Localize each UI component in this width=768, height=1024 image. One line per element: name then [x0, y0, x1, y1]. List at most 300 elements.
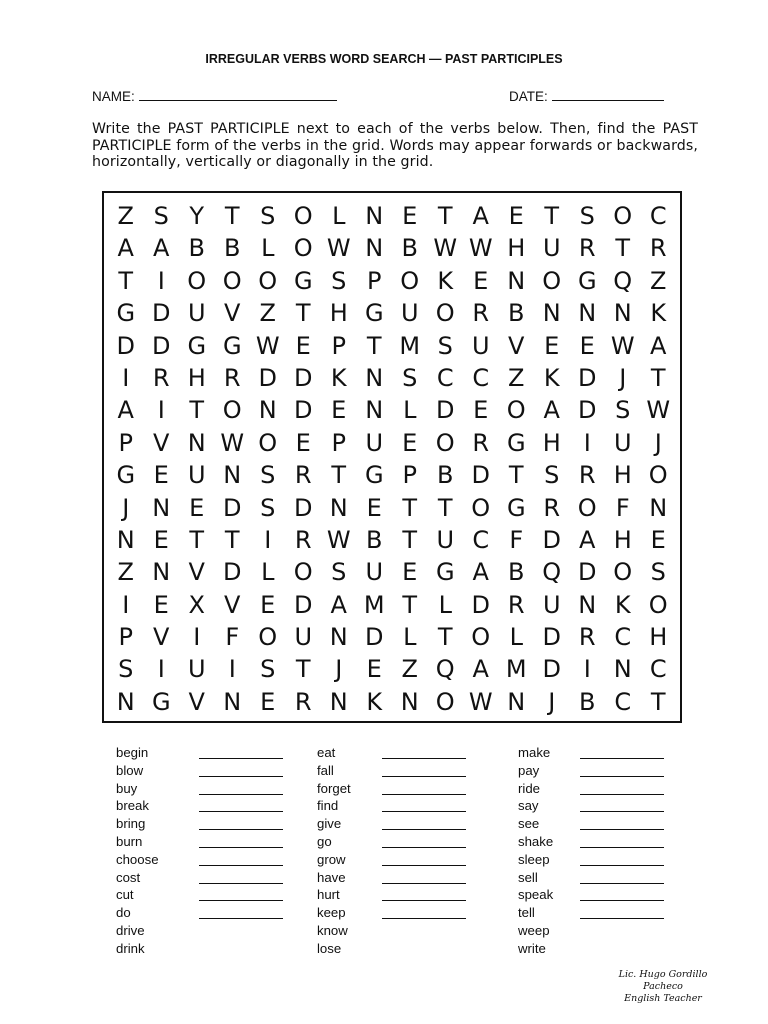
grid-letter[interactable]: R — [507, 590, 525, 619]
grid-letter[interactable]: I — [157, 655, 165, 684]
grid-letter[interactable]: N — [258, 396, 277, 425]
grid-letter[interactable]: R — [543, 493, 561, 522]
grid-letter[interactable]: N — [329, 687, 348, 716]
grid-letter[interactable]: W — [646, 396, 671, 425]
grid-letter[interactable]: O — [542, 266, 562, 295]
grid-letter[interactable]: D — [258, 363, 277, 392]
grid-letter[interactable]: B — [508, 558, 525, 587]
grid-letter[interactable]: G — [116, 299, 136, 328]
grid-letter[interactable]: T — [437, 493, 453, 522]
grid-letter[interactable]: E — [402, 558, 418, 587]
grid-letter[interactable]: N — [365, 202, 384, 230]
grid-letter[interactable]: T — [224, 525, 240, 554]
grid-letter[interactable]: S — [260, 493, 276, 522]
grid-letter[interactable]: H — [329, 299, 348, 328]
grid-letter[interactable]: W — [468, 687, 493, 716]
grid-letter[interactable]: D — [294, 363, 313, 392]
answer-blank[interactable] — [199, 781, 283, 795]
grid-letter[interactable]: B — [188, 234, 205, 263]
grid-letter[interactable]: U — [400, 299, 419, 328]
grid-letter[interactable]: S — [260, 461, 276, 490]
grid-letter[interactable]: J — [122, 493, 130, 522]
grid-letter[interactable]: R — [649, 234, 667, 263]
grid-letter[interactable]: O — [506, 396, 526, 425]
grid-letter[interactable]: O — [222, 396, 242, 425]
grid-letter[interactable]: S — [331, 558, 347, 587]
answer-blank[interactable] — [199, 763, 283, 777]
grid-letter[interactable]: C — [614, 623, 632, 652]
verb-row — [317, 922, 351, 940]
grid-letter[interactable]: V — [188, 687, 205, 716]
answer-blank[interactable] — [580, 905, 664, 919]
grid-letter[interactable]: S — [260, 655, 276, 684]
grid-letter[interactable]: D — [542, 655, 561, 684]
answer-blank[interactable] — [382, 905, 466, 919]
grid-letter[interactable]: Z — [650, 266, 667, 295]
grid-letter[interactable]: J — [548, 687, 556, 716]
grid-letter[interactable]: R — [223, 363, 241, 392]
grid-letter[interactable]: T — [650, 687, 666, 716]
grid-letter[interactable]: U — [365, 428, 384, 457]
grid-letter[interactable]: U — [187, 655, 206, 684]
grid-letter[interactable]: I — [157, 396, 165, 425]
grid-letter[interactable]: D — [578, 396, 597, 425]
grid-letter[interactable]: Z — [117, 202, 134, 230]
grid-letter[interactable]: G — [364, 461, 384, 490]
grid-letter[interactable]: G — [151, 687, 171, 716]
grid-letter[interactable]: N — [400, 687, 419, 716]
grid-letter[interactable]: G — [506, 428, 526, 457]
grid-letter[interactable]: O — [187, 266, 207, 295]
grid-letter[interactable]: T — [366, 331, 382, 360]
grid-letter[interactable]: U — [294, 623, 313, 652]
grid-letter[interactable]: L — [403, 623, 417, 652]
grid-letter[interactable]: E — [473, 396, 489, 425]
grid-letter[interactable]: A — [153, 234, 170, 263]
answer-blank[interactable] — [382, 816, 466, 830]
answer-blank[interactable] — [580, 852, 664, 866]
answer-blank[interactable] — [382, 763, 466, 777]
grid-letter[interactable]: D — [471, 461, 490, 490]
grid-letter[interactable]: Q — [435, 655, 455, 684]
grid-letter[interactable]: R — [294, 687, 312, 716]
grid-letter[interactable]: W — [326, 234, 351, 263]
grid-letter[interactable]: A — [117, 234, 134, 263]
grid-letter[interactable]: U — [613, 428, 632, 457]
grid-letter[interactable]: O — [400, 266, 420, 295]
name-field[interactable] — [92, 88, 337, 104]
grid-letter[interactable]: N — [649, 493, 668, 522]
grid-letter[interactable]: E — [544, 331, 560, 360]
grid-letter[interactable]: O — [471, 493, 491, 522]
grid-letter[interactable]: J — [619, 363, 627, 392]
grid-letter[interactable]: C — [472, 363, 490, 392]
verb-row — [518, 886, 553, 904]
grid-letter[interactable]: O — [258, 428, 278, 457]
grid-letter[interactable]: A — [472, 202, 489, 230]
name-line[interactable] — [139, 88, 337, 101]
grid-letter[interactable]: S — [579, 202, 595, 230]
grid-letter[interactable]: D — [542, 525, 561, 554]
grid-letter[interactable]: G — [116, 461, 136, 490]
grid-letter[interactable]: S — [650, 558, 666, 587]
grid-letter[interactable]: O — [471, 623, 491, 652]
grid-letter[interactable]: A — [650, 331, 667, 360]
grid-letter[interactable]: K — [437, 266, 454, 295]
grid-letter[interactable]: D — [152, 299, 171, 328]
grid-letter[interactable]: J — [654, 428, 662, 457]
answer-blank[interactable] — [199, 887, 283, 901]
grid-letter[interactable]: N — [578, 299, 597, 328]
grid-letter[interactable]: R — [152, 363, 170, 392]
answer-blank[interactable] — [382, 870, 466, 884]
grid-letter[interactable]: N — [152, 493, 171, 522]
answer-blank[interactable] — [580, 798, 664, 812]
grid-letter[interactable]: E — [189, 493, 205, 522]
grid-letter[interactable]: Z — [259, 299, 276, 328]
grid-letter[interactable]: R — [294, 525, 312, 554]
answer-blank[interactable] — [580, 745, 664, 759]
grid-letter[interactable]: T — [402, 525, 418, 554]
grid-letter[interactable]: A — [330, 590, 347, 619]
grid-letter[interactable]: N — [542, 299, 561, 328]
grid-letter[interactable]: W — [610, 331, 635, 360]
grid-letter[interactable]: U — [187, 299, 206, 328]
answer-blank[interactable] — [580, 870, 664, 884]
grid-letter[interactable]: E — [260, 590, 276, 619]
grid-letter[interactable]: W — [433, 234, 458, 263]
grid-letter[interactable]: O — [293, 234, 313, 263]
grid-letter[interactable]: M — [399, 331, 421, 360]
grid-letter[interactable]: D — [294, 590, 313, 619]
grid-letter[interactable]: G — [187, 331, 207, 360]
grid-letter[interactable]: N — [578, 590, 597, 619]
grid-letter[interactable]: N — [223, 461, 242, 490]
grid-letter[interactable]: E — [402, 428, 418, 457]
grid-letter[interactable]: Y — [189, 202, 205, 230]
grid-letter[interactable]: D — [223, 493, 242, 522]
grid-letter[interactable]: B — [579, 687, 596, 716]
grid-letter[interactable]: Z — [401, 655, 418, 684]
grid-letter[interactable]: D — [471, 590, 490, 619]
answer-blank[interactable] — [580, 763, 664, 777]
grid-letter[interactable]: O — [258, 266, 278, 295]
grid-letter[interactable]: P — [118, 623, 133, 652]
grid-letter[interactable]: T — [189, 525, 205, 554]
grid-letter[interactable]: N — [507, 266, 526, 295]
grid-letter[interactable]: T — [544, 202, 560, 230]
grid-letter[interactable]: B — [366, 525, 383, 554]
grid-letter[interactable]: G — [222, 331, 242, 360]
grid-letter[interactable]: N — [152, 558, 171, 587]
grid-letter[interactable]: N — [613, 655, 632, 684]
grid-letter[interactable]: L — [509, 623, 523, 652]
grid-letter[interactable]: R — [294, 461, 312, 490]
grid-letter[interactable]: K — [330, 363, 347, 392]
grid-letter[interactable]: G — [364, 299, 384, 328]
grid-letter[interactable]: P — [331, 331, 346, 360]
verb-label: break — [116, 798, 149, 814]
grid-letter[interactable]: T — [402, 493, 418, 522]
grid-letter[interactable]: N — [365, 234, 384, 263]
grid-letter[interactable]: I — [264, 525, 272, 554]
grid-letter[interactable]: T — [437, 202, 453, 230]
grid-letter[interactable]: D — [542, 623, 561, 652]
grid-letter[interactable]: T — [224, 202, 240, 230]
grid-letter[interactable]: I — [122, 363, 130, 392]
grid-letter[interactable]: L — [403, 396, 417, 425]
grid-letter[interactable]: N — [116, 525, 135, 554]
grid-letter[interactable]: Q — [542, 558, 562, 587]
grid-letter[interactable]: B — [224, 234, 241, 263]
grid-letter[interactable]: U — [471, 331, 490, 360]
answer-blank[interactable] — [382, 798, 466, 812]
grid-letter[interactable]: T — [508, 461, 524, 490]
grid-letter[interactable]: E — [366, 655, 382, 684]
grid-letter[interactable]: N — [507, 687, 526, 716]
grid-letter[interactable]: A — [579, 525, 596, 554]
answer-blank[interactable] — [382, 887, 466, 901]
verb-column-1 — [116, 744, 159, 958]
grid-letter[interactable]: I — [228, 655, 236, 684]
grid-letter[interactable]: B — [401, 234, 418, 263]
grid-letter[interactable]: D — [294, 396, 313, 425]
grid-letter[interactable]: R — [472, 299, 490, 328]
answer-blank[interactable] — [580, 816, 664, 830]
grid-letter[interactable]: M — [363, 590, 385, 619]
grid-letter[interactable]: F — [225, 623, 240, 652]
grid-letter[interactable]: S — [331, 266, 347, 295]
grid-letter[interactable]: L — [332, 202, 346, 230]
grid-letter[interactable]: D — [223, 558, 242, 587]
grid-letter[interactable]: G — [435, 558, 455, 587]
grid-letter[interactable]: N — [223, 687, 242, 716]
grid-letter[interactable]: I — [583, 428, 591, 457]
grid-letter[interactable]: E — [295, 331, 311, 360]
grid-letter[interactable]: B — [508, 299, 525, 328]
grid-letter[interactable]: P — [331, 428, 346, 457]
grid-letter[interactable]: U — [542, 234, 561, 263]
answer-blank[interactable] — [382, 745, 466, 759]
grid-letter[interactable]: K — [543, 363, 560, 392]
answer-blank[interactable] — [580, 834, 664, 848]
grid-letter[interactable]: E — [153, 590, 169, 619]
grid-letter[interactable]: P — [367, 266, 382, 295]
grid-letter[interactable]: O — [258, 623, 278, 652]
grid-letter[interactable]: N — [329, 493, 348, 522]
grid-letter[interactable]: F — [509, 525, 524, 554]
grid-letter[interactable]: W — [468, 234, 493, 263]
grid-letter[interactable]: O — [435, 687, 455, 716]
answer-blank[interactable] — [382, 781, 466, 795]
grid-letter[interactable]: T — [615, 234, 631, 263]
grid-letter[interactable]: S — [153, 202, 169, 230]
grid-letter[interactable]: O — [613, 558, 633, 587]
grid-letter[interactable]: E — [366, 493, 382, 522]
answer-blank[interactable] — [199, 852, 283, 866]
grid-letter[interactable]: E — [295, 428, 311, 457]
grid-letter[interactable]: E — [473, 266, 489, 295]
answer-blank[interactable] — [199, 745, 283, 759]
grid-letter[interactable]: K — [366, 687, 383, 716]
grid-letter[interactable]: C — [649, 202, 667, 230]
grid-letter[interactable]: I — [157, 266, 165, 295]
grid-letter[interactable]: D — [365, 623, 384, 652]
grid-letter[interactable]: N — [613, 299, 632, 328]
grid-letter[interactable]: T — [650, 363, 666, 392]
grid-letter[interactable]: J — [335, 655, 343, 684]
verb-row — [116, 922, 159, 940]
grid-letter[interactable]: H — [507, 234, 526, 263]
answer-blank[interactable] — [199, 834, 283, 848]
grid-letter[interactable]: O — [293, 202, 313, 230]
grid-letter[interactable]: V — [153, 428, 170, 457]
grid-letter[interactable]: D — [436, 396, 455, 425]
grid-letter[interactable]: O — [648, 461, 668, 490]
answer-blank[interactable] — [199, 870, 283, 884]
grid-letter[interactable]: V — [224, 299, 241, 328]
grid-letter[interactable]: C — [614, 687, 632, 716]
grid-letter[interactable]: G — [506, 493, 526, 522]
grid-letter[interactable]: H — [613, 525, 632, 554]
grid-letter[interactable]: T — [331, 461, 347, 490]
grid-letter[interactable]: I — [122, 590, 130, 619]
verb-label: bring — [116, 816, 146, 832]
grid-letter[interactable]: O — [648, 590, 668, 619]
grid-letter[interactable]: W — [326, 525, 351, 554]
grid-letter[interactable]: T — [437, 623, 453, 652]
grid-letter[interactable]: T — [189, 396, 205, 425]
grid-letter[interactable]: E — [331, 396, 347, 425]
grid-letter[interactable]: R — [578, 623, 596, 652]
verb-label: say — [518, 798, 539, 814]
grid-letter[interactable]: G — [293, 266, 313, 295]
grid-letter[interactable]: S — [437, 331, 453, 360]
grid-letter[interactable]: S — [260, 202, 276, 230]
grid-letter[interactable]: C — [436, 363, 454, 392]
grid-letter[interactable]: O — [577, 493, 597, 522]
grid-letter[interactable]: E — [153, 461, 169, 490]
grid-letter[interactable]: O — [435, 428, 455, 457]
grid-letter[interactable]: N — [329, 623, 348, 652]
grid-letter[interactable]: V — [153, 623, 170, 652]
grid-letter[interactable]: Q — [613, 266, 633, 295]
grid-letter[interactable]: P — [402, 461, 417, 490]
grid-letter[interactable]: T — [118, 266, 134, 295]
date-line[interactable] — [552, 88, 664, 101]
grid-letter[interactable]: C — [472, 525, 490, 554]
grid-letter[interactable]: I — [583, 655, 591, 684]
grid-letter[interactable]: S — [402, 363, 418, 392]
answer-blank[interactable] — [580, 781, 664, 795]
grid-letter[interactable]: G — [577, 266, 597, 295]
grid-letter[interactable]: O — [613, 202, 633, 230]
grid-letter[interactable]: R — [472, 428, 490, 457]
grid-letter[interactable]: P — [118, 428, 133, 457]
answer-blank[interactable] — [199, 798, 283, 812]
grid-letter[interactable]: H — [649, 623, 668, 652]
grid-letter[interactable]: A — [117, 396, 134, 425]
grid-letter[interactable]: H — [613, 461, 632, 490]
grid-letter[interactable]: E — [402, 202, 418, 230]
grid-letter[interactable]: U — [187, 461, 206, 490]
answer-blank[interactable] — [199, 816, 283, 830]
grid-letter[interactable]: E — [153, 525, 169, 554]
grid-letter[interactable]: L — [438, 590, 452, 619]
grid-letter[interactable]: O — [435, 299, 455, 328]
answer-blank[interactable] — [382, 852, 466, 866]
grid-letter[interactable]: D — [578, 558, 597, 587]
verb-label: have — [317, 869, 346, 885]
grid-letter[interactable]: L — [261, 558, 275, 587]
grid-letter[interactable]: R — [578, 461, 596, 490]
grid-letter[interactable]: M — [505, 655, 527, 684]
grid-letter[interactable]: S — [544, 461, 560, 490]
grid-letter[interactable]: W — [220, 428, 245, 457]
grid-letter[interactable]: X — [188, 590, 205, 619]
verb-row — [518, 762, 553, 780]
grid-letter[interactable]: E — [579, 331, 595, 360]
grid-letter[interactable]: C — [649, 655, 667, 684]
answer-blank[interactable] — [580, 887, 664, 901]
grid-letter[interactable]: D — [116, 331, 135, 360]
grid-letter[interactable]: T — [295, 299, 311, 328]
grid-letter[interactable]: V — [188, 558, 205, 587]
grid-letter[interactable]: Z — [508, 363, 525, 392]
grid-letter[interactable]: D — [152, 331, 171, 360]
grid-letter[interactable]: U — [365, 558, 384, 587]
grid-letter[interactable]: E — [508, 202, 524, 230]
grid-letter[interactable]: H — [542, 428, 561, 457]
grid-letter[interactable]: A — [472, 655, 489, 684]
grid-letter[interactable]: O — [222, 266, 242, 295]
worksheet-title: IRREGULAR VERBS WORD SEARCH — PAST PARTICIPLES — [205, 52, 563, 66]
grid-letter[interactable]: V — [508, 331, 525, 360]
grid-letter[interactable]: A — [472, 558, 489, 587]
grid-letter[interactable]: B — [437, 461, 454, 490]
answer-blank[interactable] — [199, 905, 283, 919]
answer-blank[interactable] — [382, 834, 466, 848]
grid-letter[interactable]: D — [294, 493, 313, 522]
grid-letter[interactable]: K — [650, 299, 667, 328]
grid-letter[interactable]: U — [436, 525, 455, 554]
grid-letter[interactable]: T — [402, 590, 418, 619]
grid-letter[interactable]: U — [542, 590, 561, 619]
grid-letter[interactable]: N — [187, 428, 206, 457]
grid-letter[interactable]: E — [650, 525, 666, 554]
date-field[interactable] — [509, 88, 664, 104]
grid-letter[interactable]: S — [615, 396, 631, 425]
grid-letter[interactable]: L — [261, 234, 275, 263]
grid-letter[interactable]: D — [578, 363, 597, 392]
grid-letter[interactable]: A — [543, 396, 560, 425]
grid-letter[interactable]: E — [260, 687, 276, 716]
grid-letter[interactable]: O — [293, 558, 313, 587]
grid-letter[interactable]: V — [224, 590, 241, 619]
grid-letter[interactable]: Z — [117, 558, 134, 587]
grid-letter[interactable]: I — [193, 623, 201, 652]
grid-letter[interactable]: N — [365, 396, 384, 425]
grid-letter[interactable]: R — [578, 234, 596, 263]
grid-letter[interactable]: S — [118, 655, 134, 684]
grid-letter[interactable]: F — [615, 493, 630, 522]
grid-letter[interactable]: W — [255, 331, 280, 360]
grid-letter[interactable]: H — [187, 363, 206, 392]
grid-letter[interactable]: N — [365, 363, 384, 392]
grid-letter[interactable]: N — [116, 687, 135, 716]
grid-letter[interactable]: T — [295, 655, 311, 684]
grid-letter[interactable]: K — [614, 590, 631, 619]
